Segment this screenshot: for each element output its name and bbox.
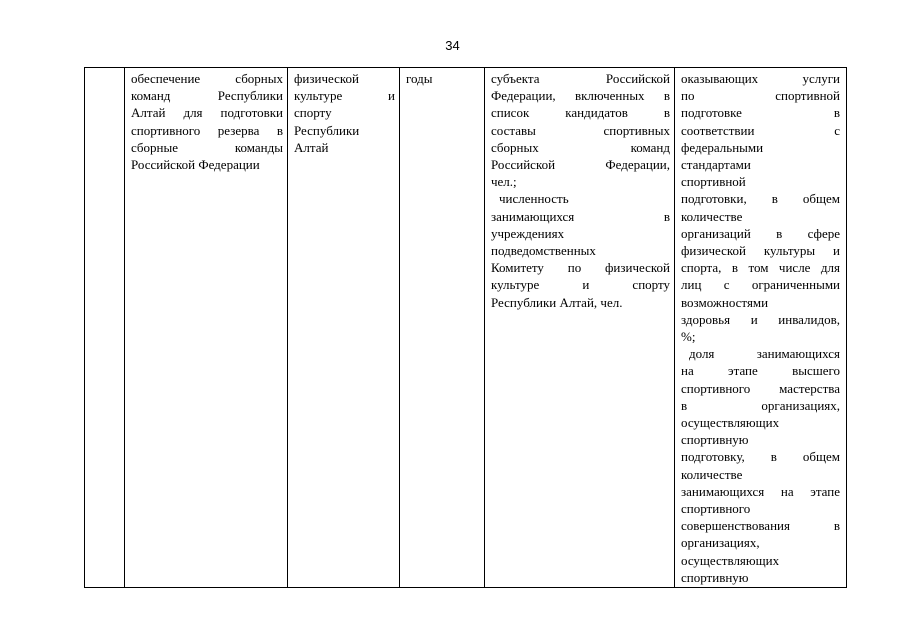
cell-text-line: учреждениях bbox=[491, 225, 565, 241]
cell-text-line: Алтай для подготовки bbox=[131, 105, 283, 121]
cell-text-line: чел.; bbox=[491, 174, 517, 190]
cell-text-line: физической культуры и bbox=[681, 243, 840, 259]
cell-text-line: лиц с ограниченными bbox=[681, 277, 840, 293]
cell-text-line: спортивного мастерства bbox=[681, 380, 840, 396]
cell-text-line: спортивной bbox=[681, 174, 746, 190]
cell-text-line: количестве bbox=[681, 208, 743, 224]
continuation-table bbox=[84, 67, 847, 588]
cell-text-line: оказывающих услуги bbox=[681, 71, 840, 86]
cell-indicators bbox=[485, 68, 675, 588]
cell-text-line: совершенствования в bbox=[681, 518, 840, 534]
cell-text-line: подведомственных bbox=[491, 243, 596, 259]
cell-responsible bbox=[288, 68, 400, 588]
cell-text-line: команд Республики bbox=[131, 88, 283, 104]
cell-text-line: в организациях, bbox=[681, 397, 840, 413]
cell-text-line: возможностями bbox=[681, 294, 769, 310]
cell-text-line: численность bbox=[499, 191, 569, 207]
cell-text-line: федеральными bbox=[681, 139, 764, 155]
cell-text-line: культуре и спорту bbox=[491, 277, 670, 293]
cell-text-line: %; bbox=[681, 329, 696, 345]
cell-text-line: субъекта Российской bbox=[491, 71, 670, 86]
cell-text-line: организациях, bbox=[681, 535, 760, 551]
cell-text-line: Комитету по физической bbox=[491, 260, 670, 276]
cell-text-line: Российской Федерации, bbox=[491, 157, 670, 173]
cell-text-line: занимающихся в bbox=[491, 208, 670, 224]
cell-text-line: спортивного резерва в bbox=[131, 122, 283, 138]
cell-results bbox=[675, 68, 847, 588]
cell-text-line: сборные команды bbox=[131, 139, 283, 155]
cell-text-line: Республики bbox=[294, 122, 360, 138]
cell-text-line: спорта, в том числе для bbox=[681, 260, 840, 276]
cell-text-line: доля занимающихся bbox=[689, 346, 840, 362]
cell-period bbox=[400, 68, 485, 588]
cell-text-line: на этапе высшего bbox=[681, 363, 840, 379]
cell-text-line: составы спортивных bbox=[491, 122, 670, 138]
cell-text-line: культуре и bbox=[294, 88, 395, 104]
cell-text-line: Федерации, включенных в bbox=[491, 88, 670, 104]
cell-text-line: физической bbox=[294, 71, 359, 86]
cell-number bbox=[85, 68, 125, 588]
cell-text-line: спортивную bbox=[681, 569, 749, 585]
cell-text-line: спорту bbox=[294, 105, 332, 121]
cell-text-line: организаций в сфере bbox=[681, 225, 840, 241]
cell-text-line: стандартами bbox=[681, 157, 751, 173]
cell-text-line: Алтай bbox=[294, 139, 329, 155]
cell-text-line: занимающихся на этапе bbox=[681, 483, 840, 499]
table-row bbox=[85, 68, 847, 588]
cell-text-line: по спортивной bbox=[681, 88, 840, 104]
page-number: 34 bbox=[445, 38, 460, 53]
cell-text-line: годы bbox=[406, 71, 433, 86]
cell-text-line: спортивного bbox=[681, 501, 751, 517]
cell-text-line: сборных команд bbox=[491, 139, 670, 155]
cell-text-line: спортивную bbox=[681, 432, 749, 448]
cell-text-line: количестве bbox=[681, 466, 743, 482]
cell-text-line: подготовки, в общем bbox=[681, 191, 840, 207]
cell-text-line: список кандидатов в bbox=[491, 105, 670, 121]
cell-event-name bbox=[125, 68, 288, 588]
cell-text-line: здоровья и инвалидов, bbox=[681, 311, 840, 327]
cell-text-line: соответствии с bbox=[681, 122, 840, 138]
cell-text-line: Российской Федерации bbox=[131, 157, 260, 173]
cell-text-line: подготовку, в общем bbox=[681, 449, 840, 465]
cell-text-line: осуществляющих bbox=[681, 415, 780, 431]
cell-text-line: обеспечение сборных bbox=[131, 71, 283, 86]
cell-text-line: осуществляющих bbox=[681, 552, 780, 568]
cell-text-line: подготовке в bbox=[681, 105, 840, 121]
cell-text-line: Республики Алтай, чел. bbox=[491, 294, 623, 310]
